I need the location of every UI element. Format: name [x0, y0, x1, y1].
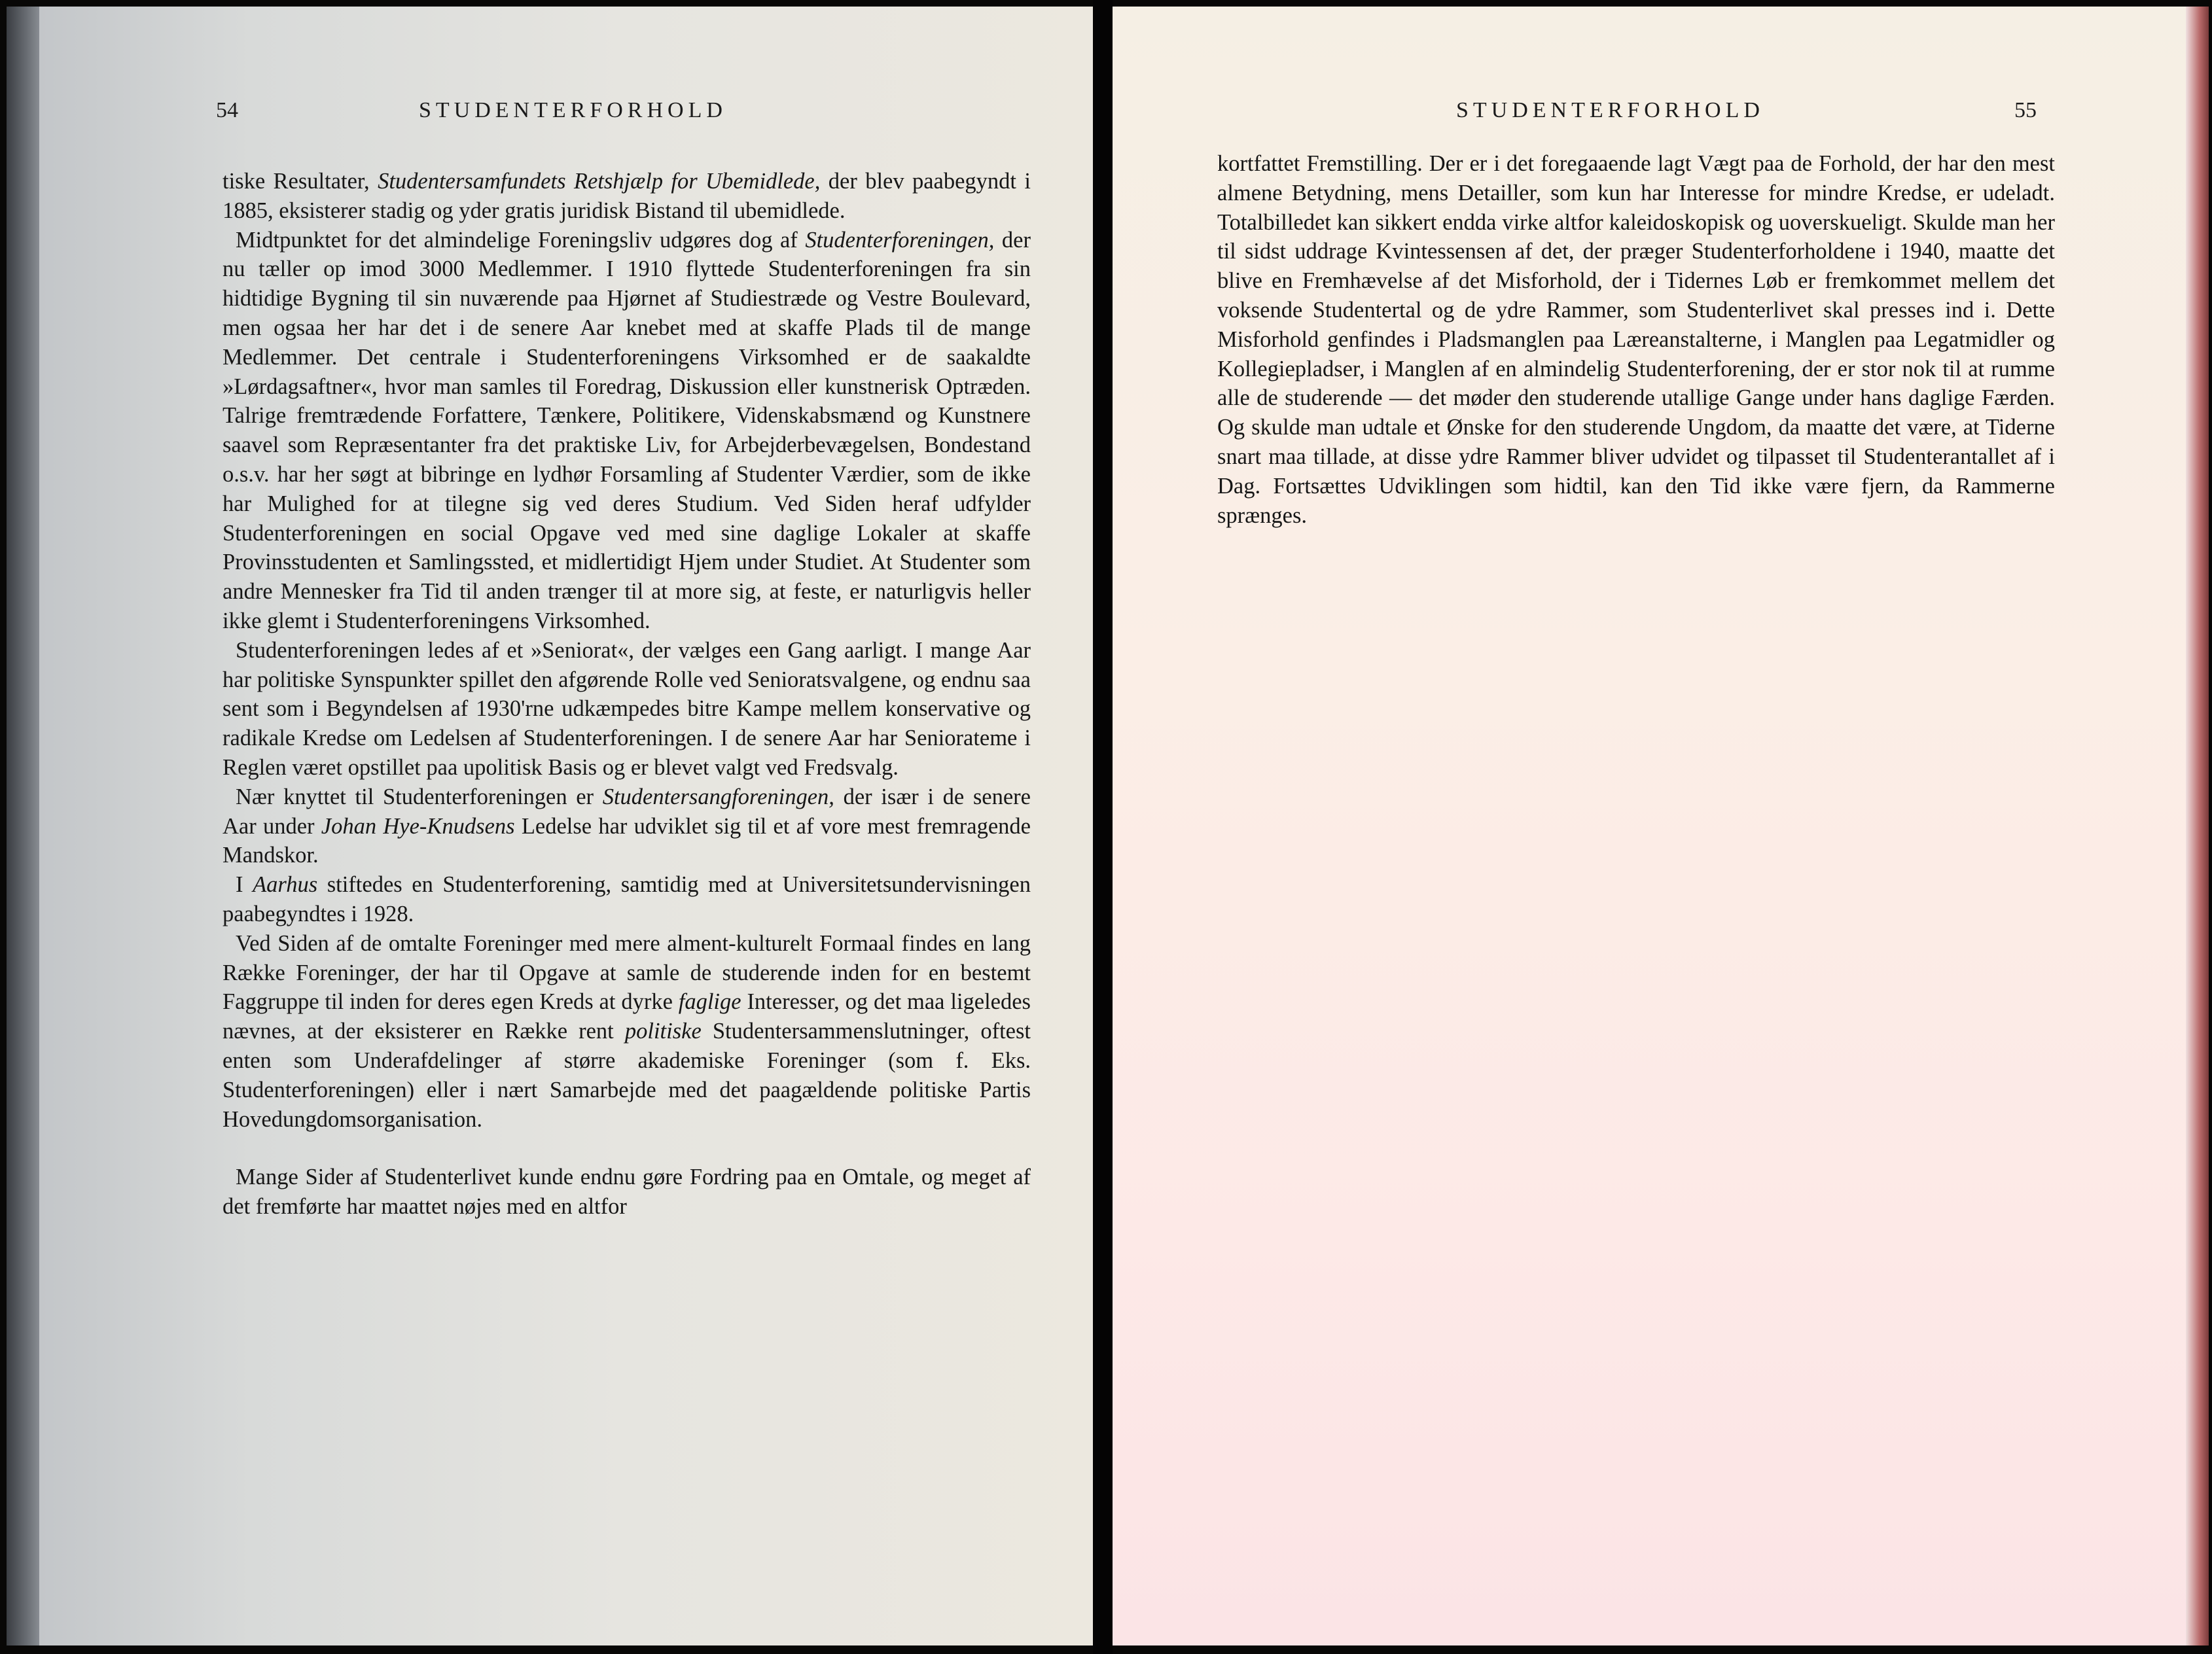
- text-run: Mange Sider af Studenterlivet kunde endnu gøre Fordring paa en Omtale, og meget af det fremførte har maattet nøjes med en altfor: [223, 1165, 1031, 1220]
- text-run: Interesser, og det maa ligeledes nævnes, at der eksisterer en Række rent: [223, 989, 1031, 1044]
- page-number-right: 55: [2014, 98, 2037, 122]
- italic-text: Johan Hye-Knudsens: [321, 813, 515, 839]
- paragraph: [223, 783, 1031, 870]
- running-head-right: STUDENTERFORHOLD: [1456, 98, 1764, 122]
- page-gutter: [1093, 0, 1113, 1654]
- paragraph-gap: [223, 1134, 1031, 1163]
- text-run: der især i de senere Aar under: [223, 784, 1031, 839]
- right-page-body: [1217, 149, 2055, 530]
- text-run: tiske Resultater,: [223, 169, 378, 194]
- italic-text: Studenterforeningen,: [805, 227, 995, 253]
- text-run: I: [236, 872, 253, 898]
- text-run: Ved Siden af de omtalte Foreninger med mere alment-kulturelt Formaal findes en lang Række Foreninger, der har til Opgave at samle de studerende inden for en bestemt Faggruppe til inden for deres egen Kreds at dyrke: [223, 930, 1031, 1015]
- paragraph: [223, 870, 1031, 929]
- left-page-body: [223, 167, 1031, 1222]
- text-run: Studentersammenslutninger, oftest enten som Underafdelinger af større akademiske Foreninger (som f. Eks. Studenterforeningen) eller i nært Samarbejde med det paagældende politiske Partis Hovedungdomsorganisation.: [223, 1019, 1031, 1132]
- text-run: der nu tæller op imod 3000 Medlemmer. I 1910 flyttede Studenterforeningen fra sin hidtidige Bygning til sin nuværende paa Hjørnet af Studiestræde og Vestre Boulevard, men ogsaa her har det i de senere Aar knebet med at skaffe Plads til de mange Medlemmer. Det centrale i Studenterforeningens Virksomhed er de saakaldte »Lørdagsaftner«, hvor man samles til Foredrag, Diskussion eller kunstnerisk Optræden. Talrige fremtrædende Forfattere, Tænkere, Politikere, Videnskabsmænd og Kunstnere saavel som Repræsentanter fra det praktiske Liv, for Arbejderbevægelsen, Bondestand o.s.v. har her søgt at bibringe en lydhør Forsamling af Studenter Værdier, som de ikke har Mulighed for at tilegne sig ved deres Studium. Ved Siden heraf udfylder Studenterforeningen en social Opgave ved med sine daglige Lokaler at skaffe Provinsstudenten et Samlingssted, et midlertidigt Hjem under Studiet. At Studenter som andre Mennesker fra Tid til anden trænger til at more sig, at feste, er naturligvis heller ikke glemt i Studenterforeningens Virksomhed.: [223, 227, 1031, 633]
- text-run: Nær knyttet til Studenterforeningen er: [236, 784, 603, 809]
- page-edge: [2186, 7, 2209, 1645]
- text-run: stiftedes en Studenterforening, samtidig med at Universitetsundervisningen paabegyndtes i 1928.: [223, 872, 1031, 926]
- running-head-left: STUDENTERFORHOLD: [419, 98, 727, 122]
- paragraph: [223, 1163, 1031, 1222]
- italic-text: faglige: [678, 989, 741, 1015]
- paragraph: [223, 636, 1031, 783]
- italic-text: Studentersangforeningen,: [602, 784, 834, 809]
- paragraph: [223, 226, 1031, 636]
- paragraph: [1217, 149, 2055, 530]
- text-run: Ledelse har udviklet sig til et af vore mest fremragende Mandskor.: [223, 813, 1031, 868]
- paragraph: [223, 167, 1031, 226]
- italic-text: politiske: [624, 1019, 702, 1044]
- text-run: der blev paabegyndt i 1885, eksisterer stadig og yder gratis juridisk Bistand til ubemidlede.: [223, 169, 1031, 223]
- italic-text: Studentersamfundets Retshjælp for Ubemidlede,: [378, 169, 821, 194]
- text-run: Midtpunktet for det almindelige Foreningsliv udgøres dog af: [236, 227, 806, 253]
- left-page: [39, 7, 1099, 1645]
- text-run: Studenterforeningen ledes af et »Seniorat«, der vælges een Gang aarligt. I mange Aar har politiske Synspunkter spillet den afgørende Rolle ved Senioratsvalgene, og endnu saa sent som i Begyndelsen af 1930'rne udkæmpedes bitre Kampe mellem konservative og radikale Kredse om Ledelsen af Studenterforeningen. I de senere Aar har Seniorateme i Reglen været opstillet paa upolitisk Basis og er blevet valgt ved Fredsvalg.: [223, 637, 1031, 780]
- italic-text: Aarhus: [253, 872, 318, 898]
- text-run: kortfattet Fremstilling. Der er i det foregaaende lagt Vægt paa de Forhold, der har den mest almene Betydning, mens Detailler, som kun har Interesse for mindre Kredse, er udeladt. Totalbilledet kan sikkert endda virke altfor kaleidoskopisk og uoverskueligt. Skulde man her til sidst uddrage Kvintessensen af det, der præger Studenterforholdene i 1940, maatte det blive en Fremhævelse af det Misforhold, der i Tidernes Løb er fremkommet mellem det voksende Studentertal og de ydre Rammer, som Studenterlivet skal presses ind i. Dette Misforhold genfindes i Pladsmanglen paa Læreanstalterne, i Manglen paa Legatmidler og Kollegiepladser, i Manglen af en almindelig Studenterforening, der er stor nok til at rumme alle de studerende — det møder den studerende utallige Gange under hans daglige Færden. Og skulde man udtale et Ønske for den studerende Ungdom, da maatte det være, at Tiderne snart maa tillade, at disse ydre Rammer bliver udvidet og tilpasset til Studenterantallet af i Dag. Fortsættes Udviklingen som hidtil, kan den Tid ikke være fjern, da Rammerne sprænges.: [1217, 151, 2055, 528]
- paragraph: [223, 929, 1031, 1135]
- page-number-left: 54: [216, 98, 238, 122]
- right-page: [1113, 7, 2199, 1645]
